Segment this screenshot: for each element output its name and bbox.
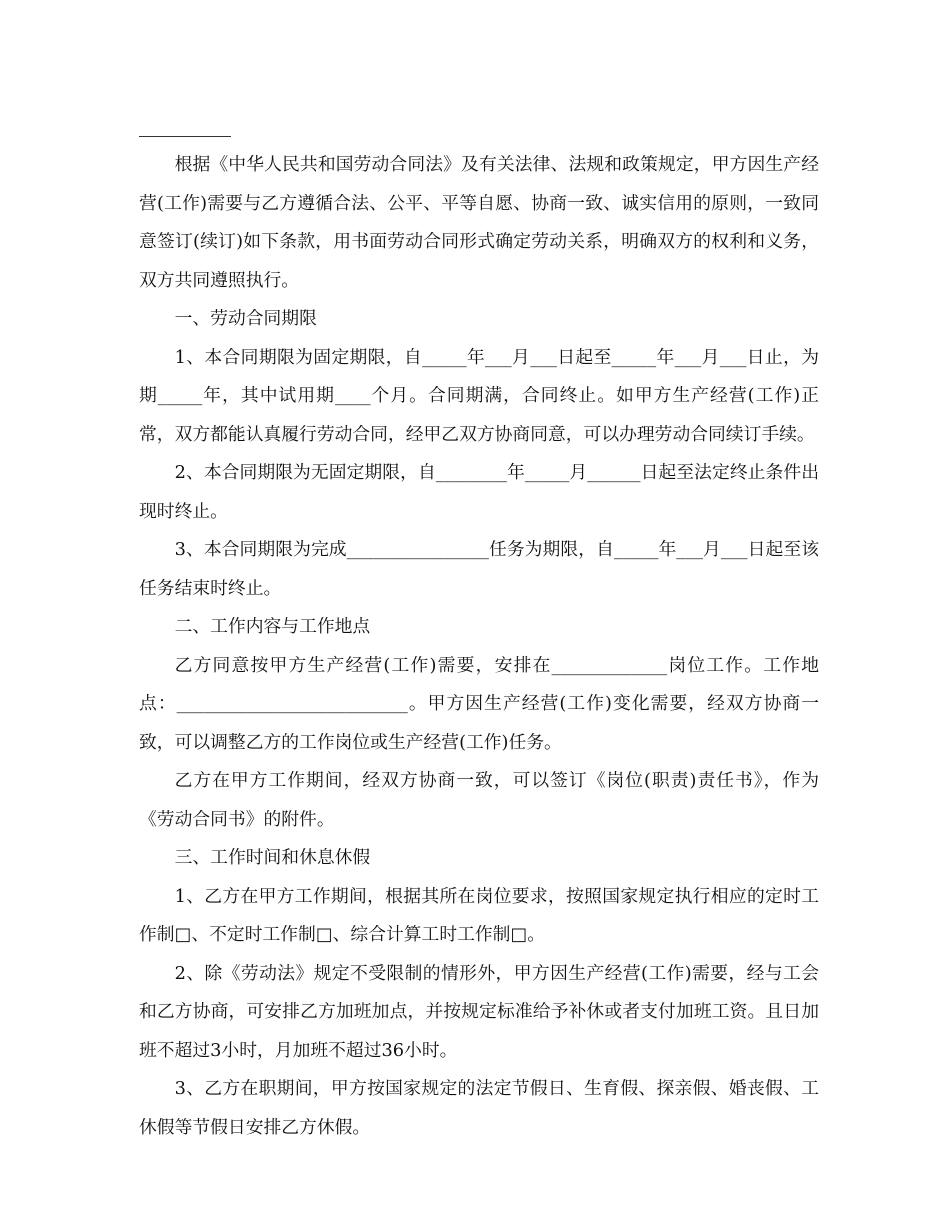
- intro-paragraph: 根据《中华人民共和国劳动合同法》及有关法律、法规和政策规定，甲方因生产经营(工作)需要与乙方遵循合法、公平、平等自愿、协商一致、诚实信用的原则，一致同意签订(续订)如下条款，用书面劳动合同形式确定劳动关系，明确双方的权利和义务，双方共同遵照执行。: [139, 154, 819, 291]
- responsibility-paragraph: 乙方在甲方工作期间，经双方协商一致，可以签订《岗位(职责)责任书》，作为《劳动合同书》的附件。: [139, 770, 819, 830]
- document-body: [139, 146, 819, 1147]
- work-time-clause-2: 2、除《劳动法》规定不受限制的情形外，甲方因生产经营(工作)需要，经与工会和乙方协商，可安排乙方加班加点，并按规定标准给予补休或者支付加班工资。且日加班不超过3小时，月加班不超过36小时。: [139, 962, 819, 1061]
- work-time-clause-1: 1、乙方在甲方工作期间，根据其所在岗位要求，按照国家规定执行相应的定时工作制□、不定时工作制□、综合计算工时工作制□。: [139, 885, 819, 945]
- work-content-paragraph: 乙方同意按甲方生产经营(工作)需要，安排在_____________岗位工作。工作地点：__________________________。甲方因生产经营(工作)变化需要，经双方协商一致，可以调整乙方的工作岗位或生产经营(工作)任务。: [139, 654, 819, 753]
- section-heading-contract-term: 一、劳动合同期限: [174, 308, 317, 329]
- work-time-clause-3: 3、乙方在职期间，甲方按国家规定的法定节假日、生育假、探亲假、婚丧假、工休假等节假日安排乙方休假。: [139, 1078, 819, 1138]
- clause-3-task-term: 3、本合同期限为完成________________任务为期限，自_____年___月___日起至该任务结束时终止。: [139, 539, 819, 599]
- section-heading-work-content: 二、工作内容与工作地点: [174, 616, 371, 637]
- section-heading-work-time: 三、工作时间和休息休假: [174, 847, 371, 868]
- top-rule: [139, 136, 231, 137]
- clause-1-fixed-term: 1、本合同期限为固定期限，自_____年___月___日起至_____年___月___日止，为期_____年，其中试用期____个月。合同期满，合同终止。如甲方生产经营(工作)正常，双方都能认真履行劳动合同，经甲乙双方协商同意，可以办理劳动合同续订手续。: [139, 346, 819, 445]
- clause-2-open-term: 2、本合同期限为无固定期限，自________年_____月______日起至法定终止条件出现时终止。: [139, 462, 819, 522]
